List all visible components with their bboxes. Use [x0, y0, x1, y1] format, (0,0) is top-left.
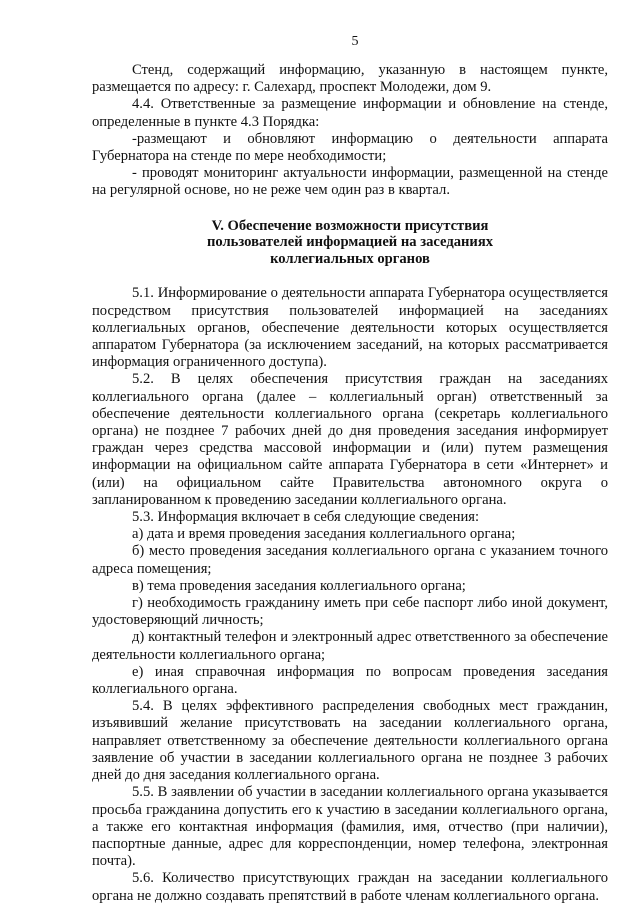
- section-heading-line-3: коллегиальных органов: [270, 250, 430, 267]
- paragraph-4-4-item-1: -размещают и обновляют информацию о деятельности аппарата Губернатора на стенде по мере необходимости;: [92, 130, 608, 165]
- paragraph-5-6: 5.6. Количество присутствующих граждан на заседании коллегиального органа не должно создавать препятствий в работе членам коллегиального органа.: [92, 870, 608, 904]
- paragraph-4-4: 4.4. Ответственные за размещение информации и обновление на стенде, определенные в пункте 4.3 Порядка:: [92, 96, 608, 130]
- document-page: [92, 34, 608, 905]
- paragraph-4-4-item-2: - проводят мониторинг актуальности информации, размещенной на стенде на регулярной основе, но не реже чем один раз в квартал.: [92, 165, 608, 199]
- section-heading: [92, 218, 608, 268]
- section-heading-line-1: V. Обеспечение возможности присутствия: [211, 217, 489, 234]
- paragraph-5-3-b: б) место проведения заседания коллегиального органа с указанием точного адреса помещения;: [92, 543, 608, 577]
- paragraph-5-3-e: д) контактный телефон и электронный адрес ответственного за обеспечение деятельности коллегиального органа;: [92, 629, 608, 663]
- section-heading-line-2: пользователей информацией на заседаниях: [206, 234, 494, 251]
- page-number: 5: [351, 34, 359, 49]
- paragraph-stand-address: Стенд, содержащий информацию, указанную в настоящем пункте, размещается по адресу: г. Салехард, проспект Молодежи, дом 9.: [92, 62, 608, 96]
- paragraph-5-3-d: г) необходимость гражданину иметь при себе паспорт либо иной документ, удостоверяющий личность;: [92, 595, 608, 629]
- paragraph-5-3-f: е) иная справочная информация по вопросам проведения заседания коллегиального органа.: [92, 663, 608, 698]
- paragraph-5-5: 5.5. В заявлении об участии в заседании коллегиального органа указывается просьба гражданина допустить его к участию в заседании коллегиального органа, а также его контактная информация (фамилия, имя, отчество (при наличии), паспортные данные, адрес для корреспонденции, номер телефона, электронная почта).: [92, 784, 608, 870]
- paragraph-5-3-c: в) тема проведения заседания коллегиального органа;: [132, 577, 466, 594]
- paragraph-5-1: 5.1. Информирование о деятельности аппарата Губернатора осуществляется посредством присутствия пользователей информацией на заседаниях коллегиальных органов, обеспечение деятельности которых осуществляется аппаратом Губернатора (за исключением заседаний, на которых рассматривается информация ограниченного доступа).: [92, 285, 608, 371]
- paragraph-5-3-a: а) дата и время проведения заседания коллегиального органа;: [132, 526, 516, 543]
- paragraph-5-3: 5.3. Информация включает в себя следующие сведения:: [132, 509, 480, 526]
- paragraph-5-4: 5.4. В целях эффективного распределения свободных мест гражданин, изъявивший желание присутствовать на заседании коллегиального органа, направляет ответственному за обеспечение деятельности коллегиального органа заявление об участии в заседании коллегиального органа не позднее 3 рабочих дней до дня заседания коллегиального органа.: [92, 698, 608, 784]
- paragraph-5-2: 5.2. В целях обеспечения присутствия граждан на заседаниях коллегиального органа (далее – коллегиальный орган) ответственный за обеспечение деятельности коллегиального органа (секретарь коллегиального органа) не позднее 7 рабочих дней до дня проведения заседания информирует граждан через средства массовой информации и (или) путем размещения информации на официальном сайте аппарата Губернатора в сети «Интернет» и (или) на официальном сайте Правительства автономного округа о запланированном к проведению заседании коллегиального органа.: [92, 371, 608, 508]
